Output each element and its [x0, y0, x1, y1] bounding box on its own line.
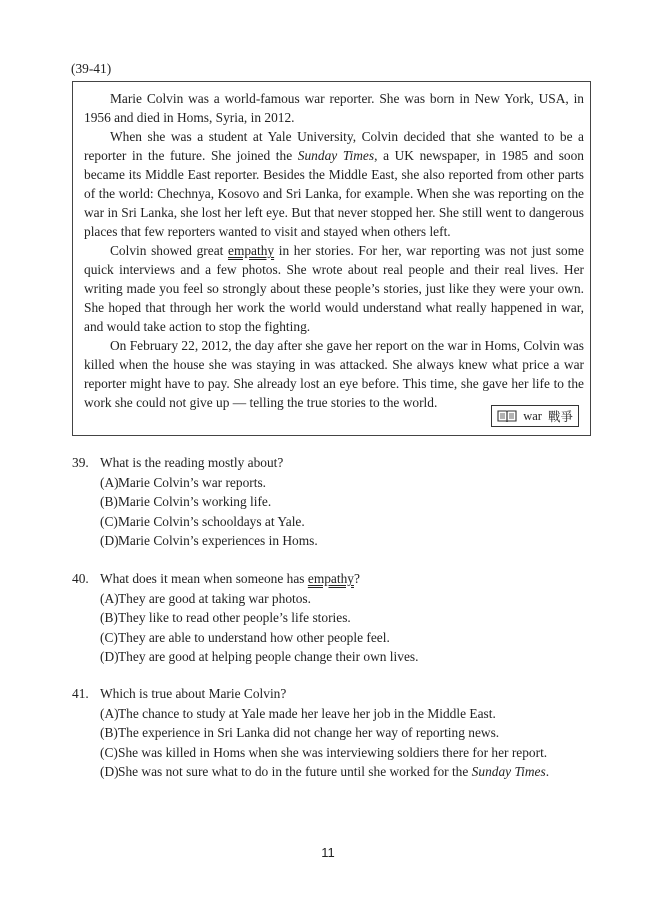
option-b[interactable]: (B) Marie Colvin’s working life.	[100, 494, 272, 509]
book-icon	[497, 409, 517, 423]
vocab-word-empathy: empathy	[228, 243, 275, 258]
gloss-term: war	[523, 408, 542, 423]
page-number: 11	[321, 845, 335, 860]
paragraph-1: Marie Colvin was a world-famous war reporter. She was born in New York, USA, in 1956 and died in Homs, Syria, in 2012.	[84, 91, 584, 125]
option-c[interactable]: (C) She was killed in Homs when she was interviewing soldiers there for her report.	[100, 744, 548, 760]
paragraph-3: Colvin showed great empathy in her stories. For her, war reporting was not just some quick interviews and a few photos. She wrote about real people and their real lives. Her writing made you feel so strongly about these people’s stories, just like they were your own. She hoped that through her work the world would understand what really happened in war, and would take action to stop the fighting.	[84, 243, 584, 334]
option-a[interactable]: (A) They are good at taking war photos.	[100, 590, 311, 606]
question-text: Which is true about Marie Colvin?	[100, 686, 287, 701]
option-a[interactable]: (A) The chance to study at Yale made her leave her job in the Middle East.	[100, 705, 496, 721]
question-number: 40.	[72, 571, 89, 586]
vocab-word-empathy: empathy	[307, 571, 354, 586]
newspaper-name: Sunday Times	[471, 764, 546, 779]
question-text: What does it mean when someone has empathy?	[100, 571, 360, 586]
question-39	[72, 453, 572, 551]
paragraph-4: On February 22, 2012, the day after she gave her report on the war in Homs, Colvin was killed when the house she was staying in was attacked. She always knew what price a war reporter might have to pay. She already lost an eye before. This time, she gave her life to the work she could not give up — telling the true stories to the world.	[84, 338, 584, 410]
reading-passage	[72, 81, 591, 436]
option-d[interactable]: (D) They are good at helping people change their own lives.	[100, 649, 419, 664]
option-b[interactable]: (B) The experience in Sri Lanka did not change her way of reporting news.	[100, 725, 500, 740]
option-d[interactable]: (D) She was not sure what to do in the future until she worked for the Sunday Times.	[100, 764, 550, 779]
paragraph-2: When she was a student at Yale University, Colvin decided that she wanted to be a reporter in the future. She joined the Sunday Times, a UK newspaper, in 1985 and soon became its Middle East reporter. Besides the Middle East, she also reported from other parts of the world: Chechnya, Kosovo and Sri Lanka, for example. When she was reporting on the war in Sri Lanka, she lost her left eye. But that never stopped her. She still went to dangerous places that few reporters wanted to visit and stayed when others left.	[84, 129, 585, 239]
vocabulary-gloss	[491, 405, 579, 427]
option-d[interactable]: (D) Marie Colvin’s experiences in Homs.	[100, 533, 318, 548]
question-40	[72, 569, 572, 667]
newspaper-name: Sunday Times	[297, 148, 375, 163]
question-range: (39-41)	[71, 61, 112, 76]
question-text: What is the reading mostly about?	[100, 455, 284, 470]
option-c[interactable]: (C) Marie Colvin’s schooldays at Yale.	[100, 513, 305, 529]
question-number: 41.	[72, 686, 89, 701]
option-b[interactable]: (B) They like to read other people’s life stories.	[100, 610, 351, 625]
gloss-translation: 戰爭	[547, 410, 573, 424]
option-a[interactable]: (A) Marie Colvin’s war reports.	[100, 474, 267, 490]
question-number: 39.	[72, 455, 89, 470]
question-41	[72, 684, 572, 782]
option-c[interactable]: (C) They are able to understand how other people feel.	[100, 629, 390, 645]
